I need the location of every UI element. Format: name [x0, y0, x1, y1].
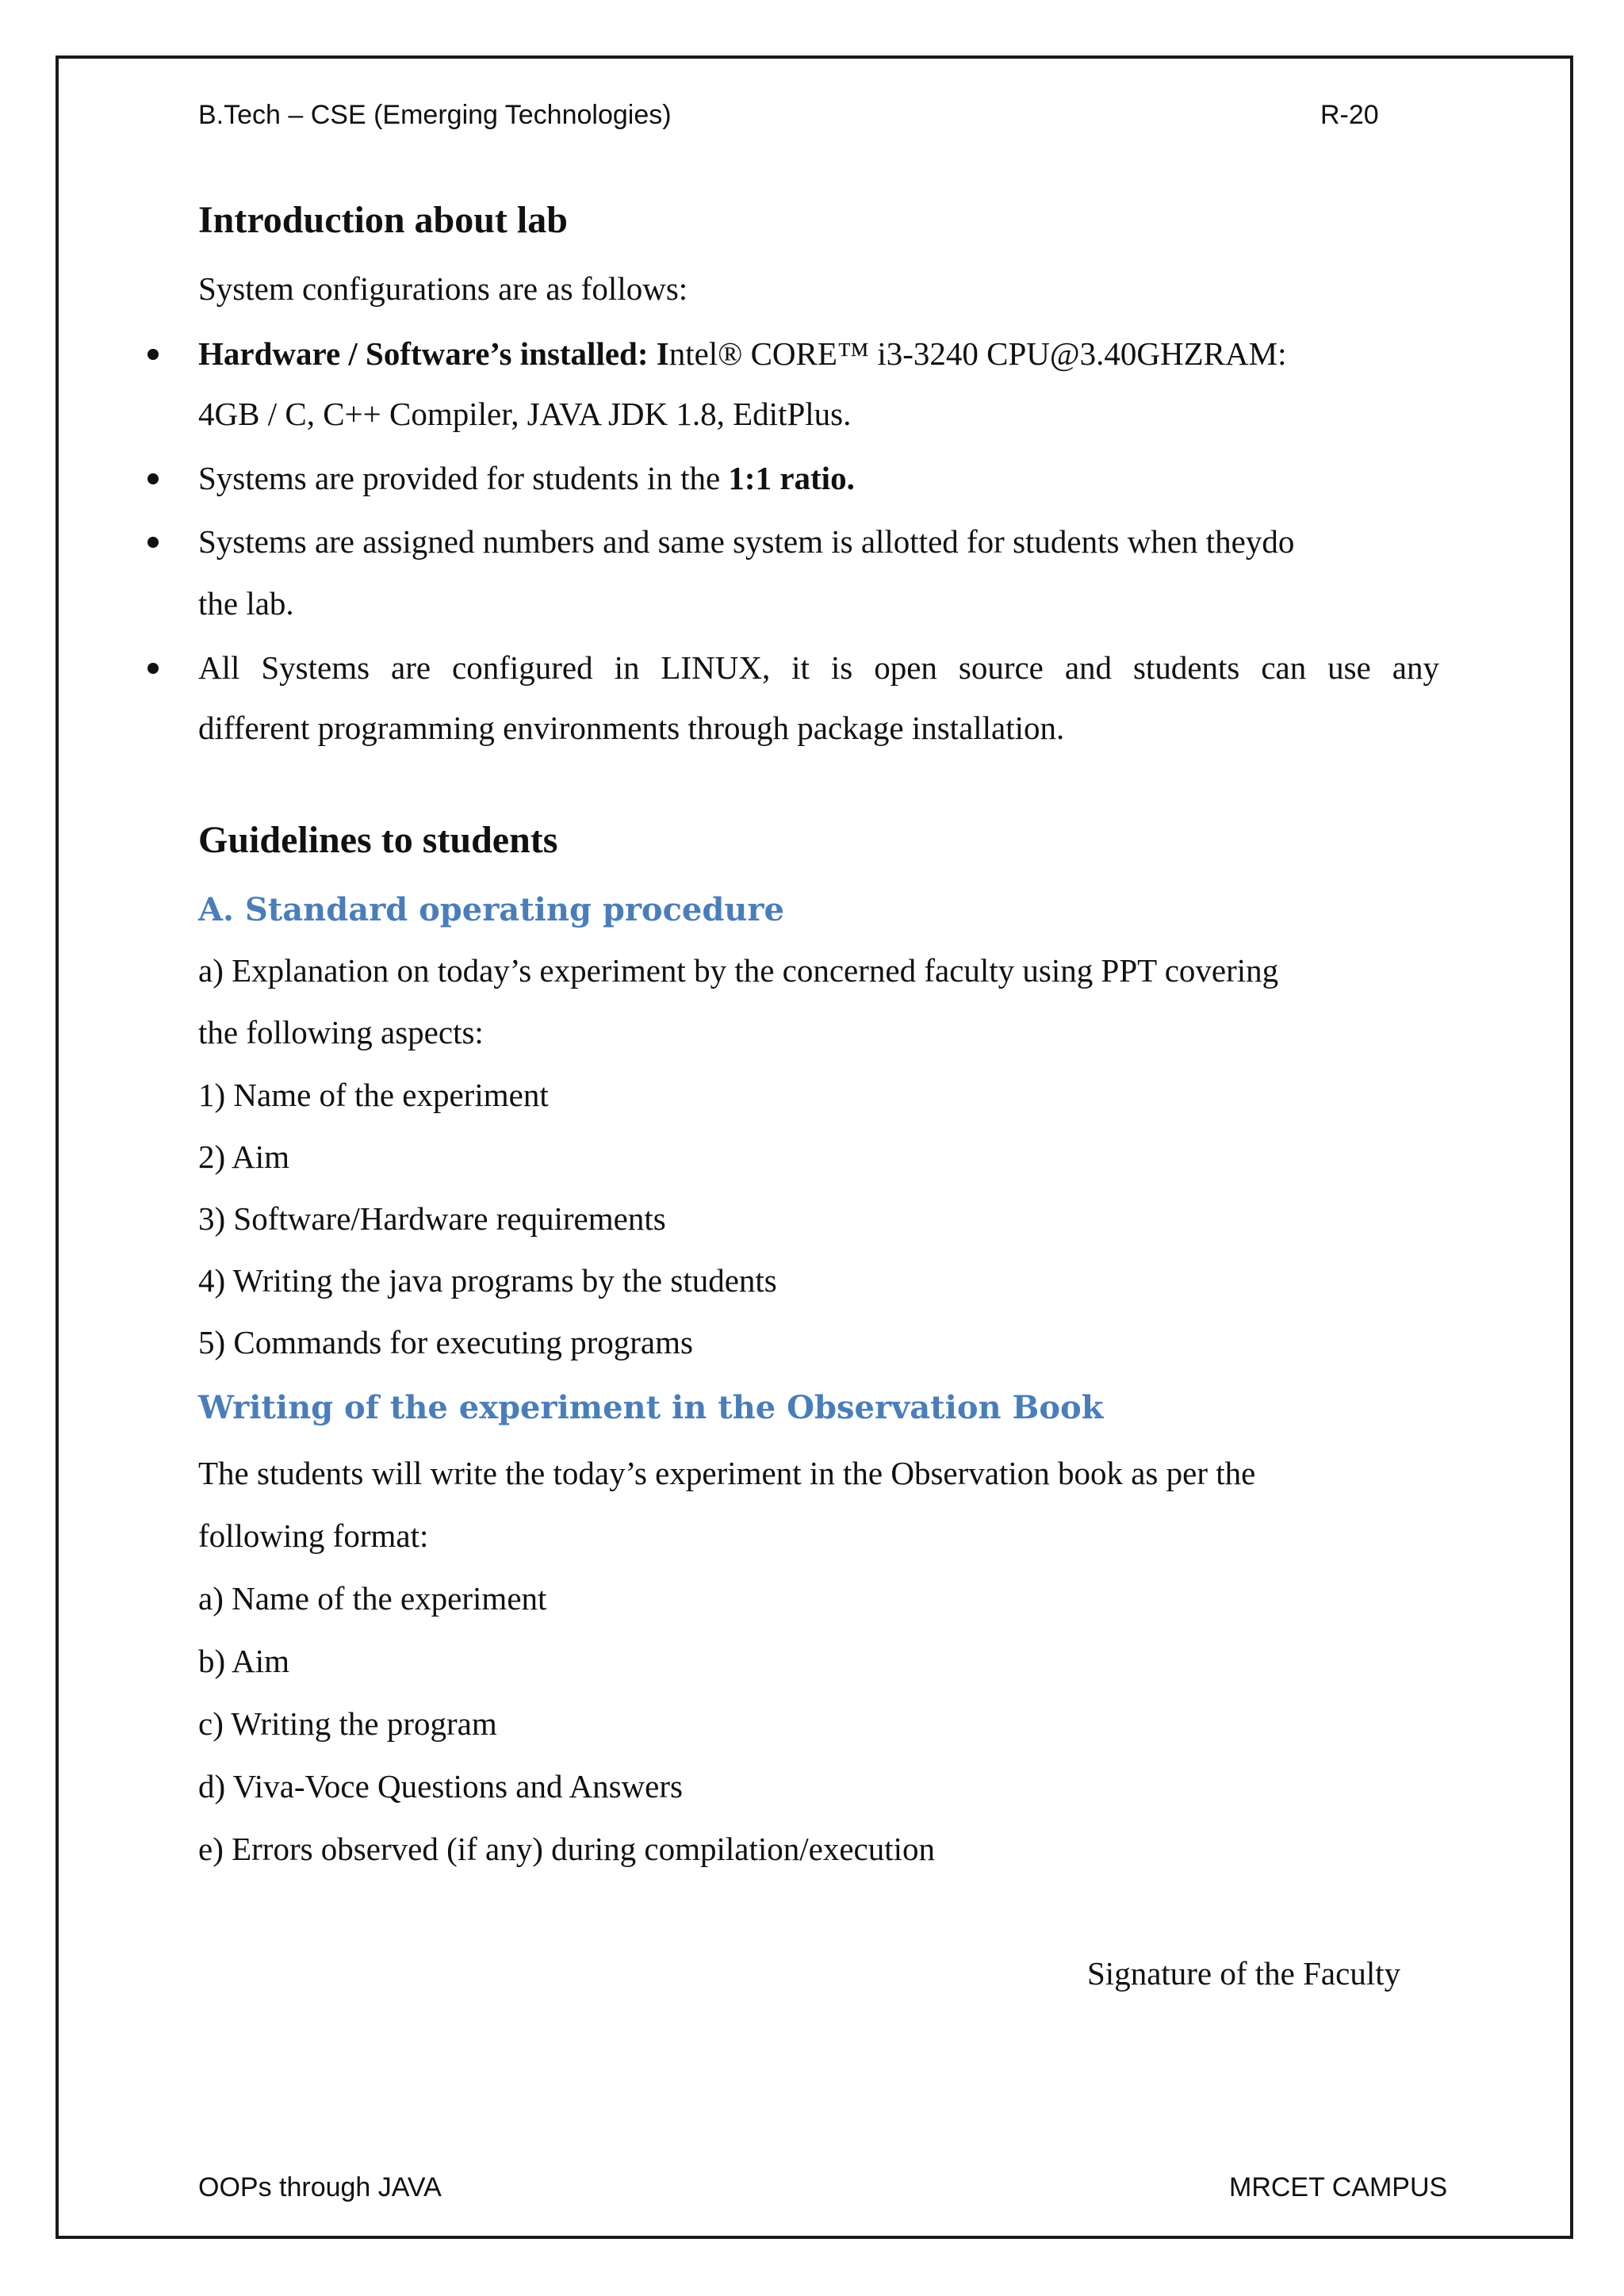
bullet1-bold: Hardware / Software’s installed: I	[198, 335, 669, 372]
bullet-3	[147, 537, 159, 548]
bullet1-line2: 4GB / C, C++ Compiler, JAVA JDK 1.8, EditPlus.	[198, 396, 852, 432]
lettered-item-d: d) Viva-Voce Questions and Answers	[198, 1768, 683, 1804]
bullet2-line	[198, 459, 855, 497]
faculty-signature-label: Signature of the Faculty	[1087, 1955, 1401, 1992]
guidelines-title: Guidelines to students	[198, 819, 558, 861]
bullet2-bold: 1:1 ratio.	[728, 460, 855, 496]
header-regulation: R-20	[1320, 100, 1379, 130]
header-course: B.Tech – CSE (Emerging Technologies)	[198, 100, 672, 130]
lettered-item-b: b) Aim	[198, 1643, 290, 1679]
observation-line2: following format:	[198, 1517, 429, 1554]
lettered-item-e: e) Errors observed (if any) during compilation/execution	[198, 1831, 936, 1867]
numbered-item-5: 5) Commands for executing programs	[198, 1324, 693, 1360]
item-a-line1: a) Explanation on today’s experiment by the concerned faculty using PPT covering	[198, 952, 1279, 989]
bullet3-line2: the lab.	[198, 585, 294, 622]
bullet-4	[147, 663, 159, 674]
intro-title: Introduction about lab	[198, 199, 568, 241]
section-a-title: A. Standard operating procedure	[198, 891, 784, 928]
bullet4-line1: All Systems are configured in LINUX, it is open source and students can use any	[198, 649, 1439, 686]
observation-title: Writing of the experiment in the Observation Book	[198, 1389, 1104, 1426]
item-a-line2: the following aspects:	[198, 1014, 484, 1050]
numbered-item-3: 3) Software/Hardware requirements	[198, 1200, 666, 1237]
bullet2-text: Systems are provided for students in the	[198, 460, 729, 496]
numbered-item-1: 1) Name of the experiment	[198, 1077, 549, 1113]
bullet-2	[147, 473, 159, 484]
config-line: System configurations are as follows:	[198, 270, 688, 307]
lettered-item-a: a) Name of the experiment	[198, 1580, 547, 1617]
bullet-1	[147, 349, 159, 360]
lettered-item-c: c) Writing the program	[198, 1705, 497, 1742]
bullet1-line1	[198, 335, 1286, 373]
bullet1-rest: ntel® CORE™ i3-3240 CPU@3.40GHZRAM:	[668, 335, 1287, 372]
bullet3-line1: Systems are assigned numbers and same system is allotted for students when theydo	[198, 523, 1295, 560]
bullet4-line2: different programming environments through package installation.	[198, 710, 1065, 746]
numbered-item-2: 2) Aim	[198, 1138, 290, 1175]
numbered-item-4: 4) Writing the java programs by the students	[198, 1262, 777, 1299]
observation-line1: The students will write the today’s experiment in the Observation book as per the	[198, 1455, 1256, 1491]
footer-subject: OOPs through JAVA	[198, 2172, 442, 2202]
footer-campus: MRCET CAMPUS	[1229, 2172, 1448, 2202]
